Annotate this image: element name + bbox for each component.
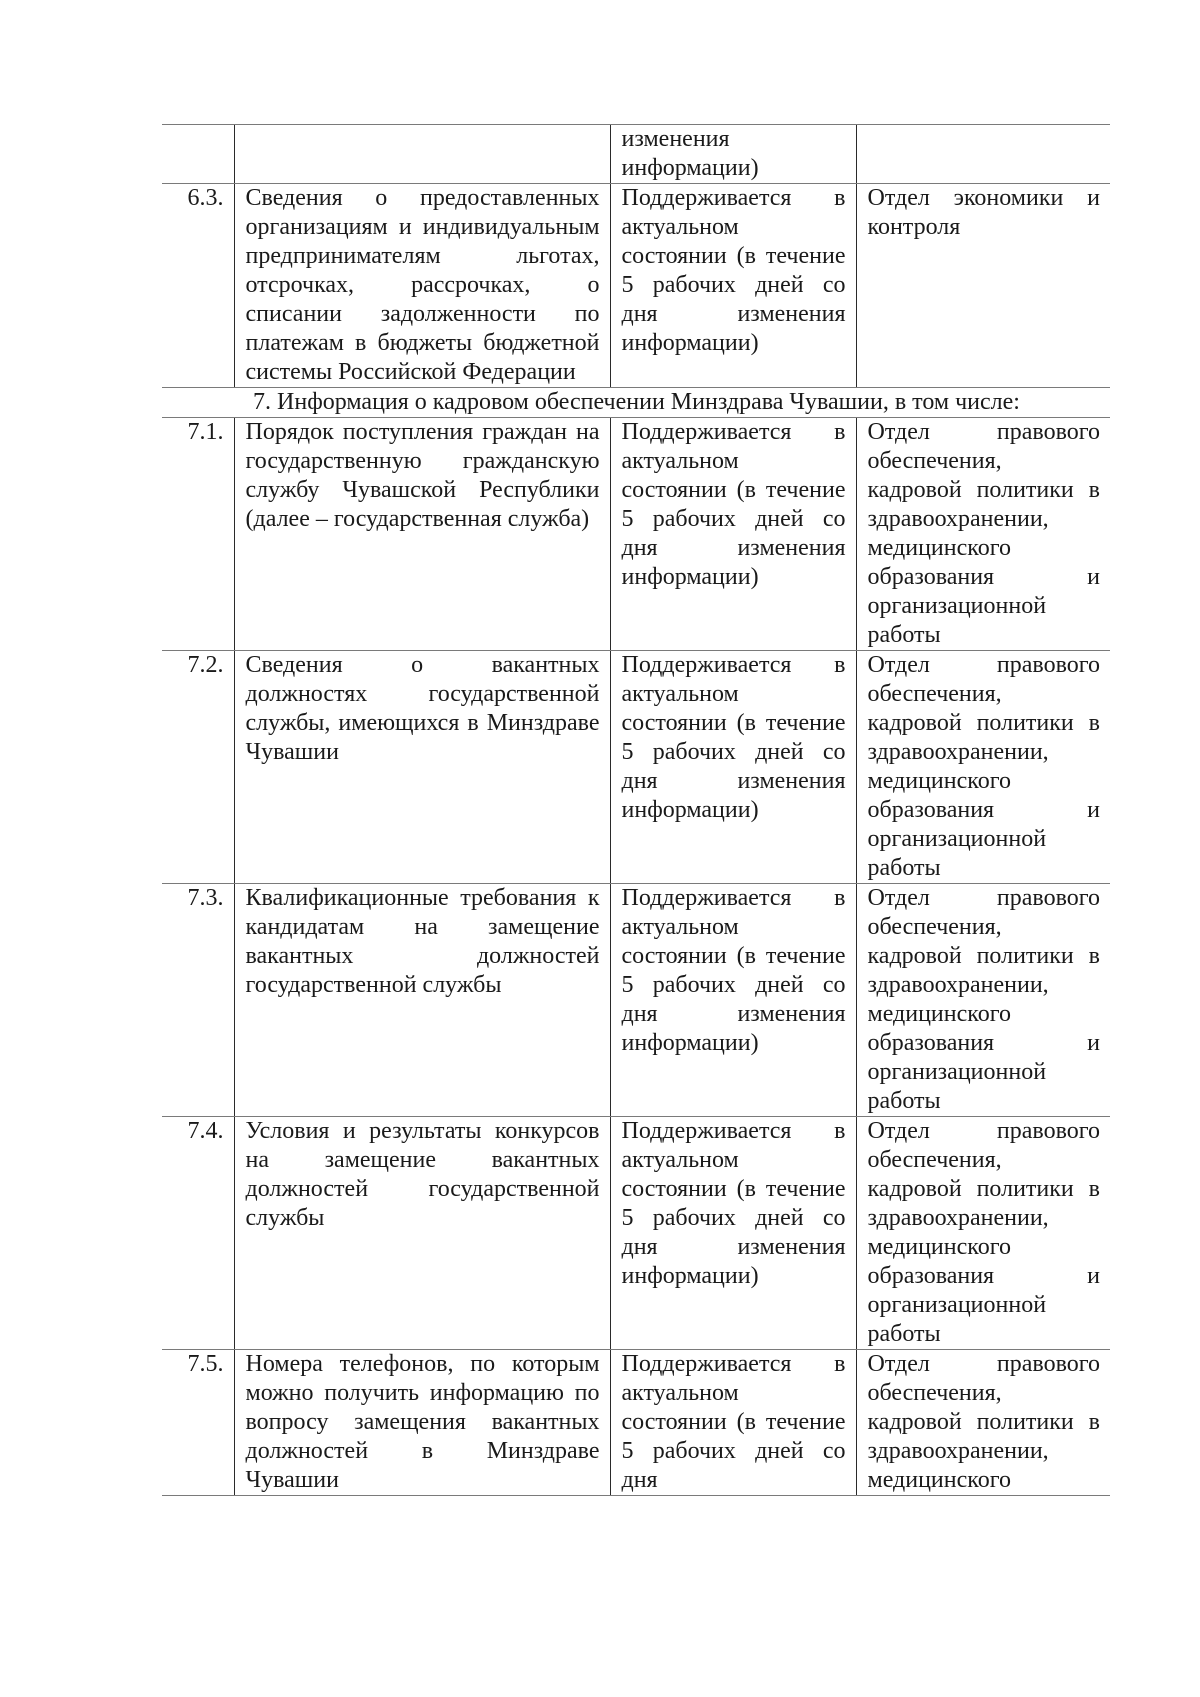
period-cell: Поддерживается в актуальном состоянии (в течение 5 рабочих дней со дня изменения информации) [610,1117,856,1350]
period-cell: изменения информации) [610,125,856,184]
info-cell: Номера телефонов, по которым можно получить информацию по вопросу замещения вакантных должностей в Минздраве Чувашии [234,1350,610,1496]
responsible-cell [856,125,1110,184]
table-row [162,125,1110,184]
responsible-cell: Отдел правового обеспечения, кадровой политики в здравоохранении, медицинского [856,1350,1110,1496]
table-row [162,1117,1110,1350]
info-cell: Сведения о предоставленных организациям и индивидуальным предпринимателям льготах, отсрочках, рассрочках, о списании задолженности по платежам в бюджеты бюджетной системы Российской Федерации [234,184,610,388]
table-row [162,418,1110,651]
row-number: 7.4. [162,1117,234,1350]
section-title: 7. Информация о кадровом обеспечении Минздрава Чувашии, в том числе: [162,388,1110,418]
period-cell: Поддерживается в актуальном состоянии (в течение 5 рабочих дней со дня изменения информации) [610,651,856,884]
period-cell: Поддерживается в актуальном состоянии (в течение 5 рабочих дней со дня изменения информации) [610,884,856,1117]
info-cell: Условия и результаты конкурсов на замещение вакантных должностей государственной службы [234,1117,610,1350]
info-cell: Сведения о вакантных должностях государственной службы, имеющихся в Минздраве Чувашии [234,651,610,884]
row-number: 6.3. [162,184,234,388]
period-cell: Поддерживается в актуальном состоянии (в течение 5 рабочих дней со дня изменения информации) [610,184,856,388]
information-table [162,124,1110,1496]
responsible-cell: Отдел правового обеспечения, кадровой политики в здравоохранении, медицинского образования и организационной работы [856,884,1110,1117]
responsible-cell: Отдел правового обеспечения, кадровой политики в здравоохранении, медицинского образования и организационной работы [856,1117,1110,1350]
table-row [162,884,1110,1117]
table-row [162,184,1110,388]
responsible-cell: Отдел экономики и контроля [856,184,1110,388]
info-cell: Порядок поступления граждан на государственную гражданскую службу Чувашской Республики (далее – государственная служба) [234,418,610,651]
row-number: 7.1. [162,418,234,651]
info-cell: Квалификационные требования к кандидатам на замещение вакантных должностей государственной службы [234,884,610,1117]
row-number [162,125,234,184]
table-row [162,651,1110,884]
table-row [162,1350,1110,1496]
info-cell [234,125,610,184]
responsible-cell: Отдел правового обеспечения, кадровой политики в здравоохранении, медицинского образования и организационной работы [856,418,1110,651]
responsible-cell: Отдел правового обеспечения, кадровой политики в здравоохранении, медицинского образования и организационной работы [856,651,1110,884]
section-row [162,388,1110,418]
period-cell: Поддерживается в актуальном состоянии (в течение 5 рабочих дней со дня изменения информации) [610,418,856,651]
period-cell: Поддерживается в актуальном состоянии (в течение 5 рабочих дней со дня [610,1350,856,1496]
row-number: 7.2. [162,651,234,884]
row-number: 7.3. [162,884,234,1117]
row-number: 7.5. [162,1350,234,1496]
